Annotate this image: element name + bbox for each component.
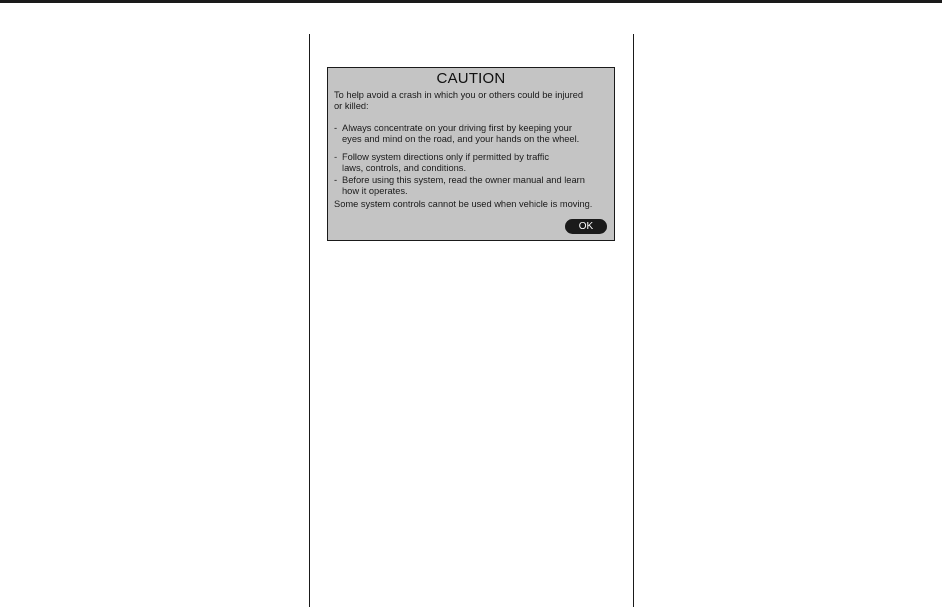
ok-button[interactable]: OK — [565, 219, 607, 234]
bullet-item — [334, 152, 610, 174]
top-rule — [0, 0, 942, 3]
bullet-text: Before using this system, read the owner manual and learn how it operates. — [342, 175, 585, 196]
bullet-text: Follow system directions only if permitted by traffic laws, controls, and conditions. — [342, 152, 550, 173]
bullet-item — [334, 123, 610, 145]
bullet-marker: - — [334, 152, 338, 162]
bullet-text: Always concentrate on your driving first by keeping your eyes and mind on the road, and your hands on the wheel. — [342, 123, 580, 144]
intro-text: To help avoid a crash in which you or others could be injured or killed: — [334, 90, 584, 111]
footer-text: Some system controls cannot be used when vehicle is moving. — [334, 199, 593, 209]
column-divider-right — [633, 34, 634, 607]
bullet-marker: - — [334, 175, 338, 185]
column-divider-left — [309, 34, 310, 607]
dialog-title: CAUTION — [436, 70, 506, 87]
caution-dialog — [327, 67, 615, 241]
bullet-item — [334, 175, 610, 197]
bullet-marker: - — [334, 123, 338, 133]
